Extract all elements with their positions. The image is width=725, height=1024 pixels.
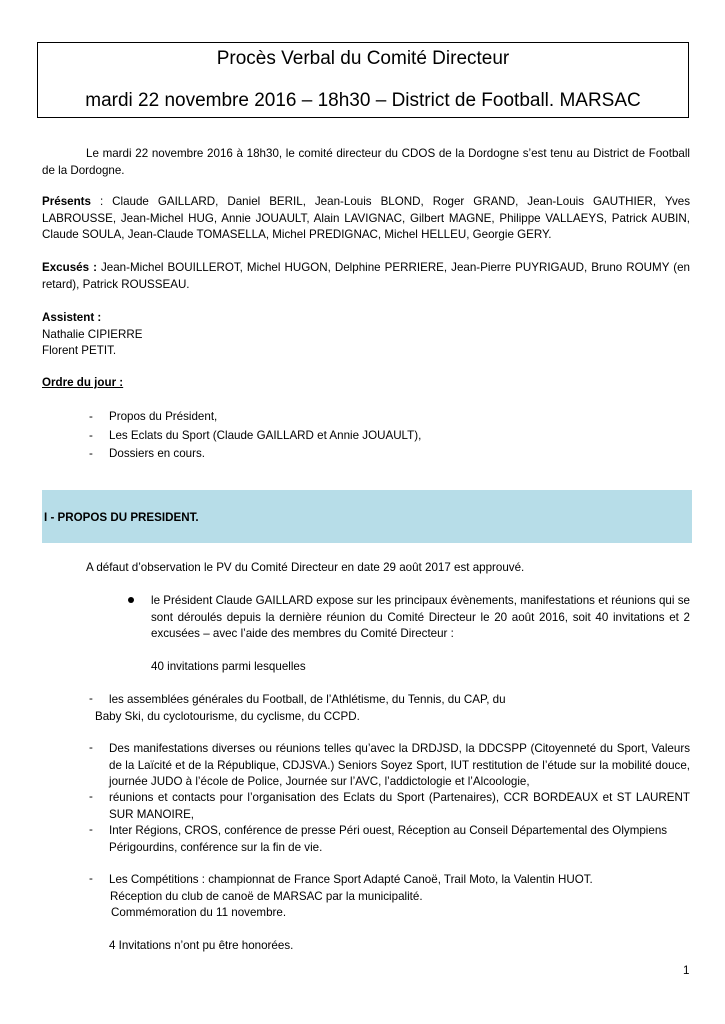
presents-label: Présents (42, 195, 91, 208)
manifestations-item: Des manifestations diverses ou réunions telles qu’avec la DRDJSD, la DDCSPP (Citoyenneté du Sport, Valeurs de la Laïcité et de la République, CDJSVA.) Seniors Soyez Sport, IUT restitution de l’étude sur la mobilité douce, journée JUDO à l’école de Police, Journée sur l’AVC, l’addictologie et l’Alcoologie, (109, 742, 690, 788)
agenda-item-text: Propos du Président, (109, 410, 218, 423)
competitions-line-2: Réception du club de canoë de MARSAC par la municipalité. (110, 890, 423, 903)
ag-line-1: les assemblées générales du Football, de l’Athlétisme, du Tennis, du CAP, du (109, 693, 506, 706)
competitions-line-1: Les Compétitions : championnat de France Sport Adapté Canoë, Trail Moto, la Valentin HUOT. (109, 873, 593, 886)
assistent-name-1: Nathalie CIPIERRE (42, 327, 143, 341)
page-number: 1 (683, 964, 690, 977)
agenda-item (89, 408, 421, 427)
assistent-name-2: Florent PETIT. (42, 344, 117, 357)
agenda-item (89, 445, 421, 464)
assistent-label: Assistent : (42, 311, 102, 324)
inter-regions-line-1: Inter Régions, CROS, conférence de presse Péri ouest, Réception au Conseil Départemental des Olympiens (109, 824, 668, 837)
dash-marker: - (89, 447, 93, 460)
dash-marker: - (89, 410, 93, 423)
ag-line-2: Baby Ski, du cyclotourisme, du cyclisme, du CCPD. (95, 710, 360, 723)
presents-text: : Claude GAILLARD, Daniel BERIL, Jean-Louis BLOND, Roger GRAND, Jean-Louis GAUTHIER, Yves LABROUSSE, Jean-Michel HUG, Annie JOUAULT, Alain LAVIGNAC, Gilbert MAGNE, Philippe VALLAEYS, Patrick AUBIN, Claude SOULA, Jean-Claude TOMASELLA, Michel PREDIGNAC, Michel HELLEU, Georgie GERY. (42, 195, 690, 241)
approval-paragraph: A défaut d’observation le PV du Comité Directeur en date 29 août 2017 est approuvé. (86, 561, 525, 574)
dash-marker: - (89, 872, 93, 885)
title-box (37, 42, 689, 118)
title-line-1: Procès Verbal du Comité Directeur (216, 48, 510, 69)
reunions-item: réunions et contacts pour l’organisation des Eclats du Sport (Partenaires), CCR BORDEAUX et ST LAURENT SUR MANOIRE, (109, 791, 690, 821)
section-title: I - PROPOS DU PRESIDENT. (44, 511, 199, 524)
non-honorees-line: 4 Invitations n’ont pu être honorées. (109, 939, 294, 952)
excuses-paragraph (42, 260, 690, 293)
agenda-item (89, 427, 421, 446)
dash-marker: - (89, 428, 93, 442)
dash-marker: - (89, 823, 93, 836)
agenda-item-text: Les Eclats du Sport (Claude GAILLARD et Annie JOUAULT), (109, 428, 422, 442)
invitations-line: 40 invitations parmi lesquelles (151, 660, 306, 673)
agenda-list (89, 408, 421, 464)
excuses-label: Excusés : (42, 261, 97, 274)
inter-regions-line-2: Périgourdins, conférence sur la fin de vie. (109, 841, 323, 854)
agenda-item-text: Dossiers en cours. (109, 447, 206, 460)
intro-paragraph: Le mardi 22 novembre 2016 à 18h30, le comité directeur du CDOS de la Dordogne s’est tenu au District de Football de la Dordogne. (42, 147, 690, 177)
excuses-text: Jean-Michel BOUILLEROT, Michel HUGON, Delphine PERRIERE, Jean-Pierre PUYRIGAUD, Bruno ROUMY (en retard), Patrick ROUSSEAU. (42, 261, 690, 291)
section-heading-band (42, 490, 692, 543)
assistent-block (42, 310, 690, 360)
competitions-line-3: Commémoration du 11 novembre. (111, 906, 287, 919)
president-bullet-text: le Président Claude GAILLARD expose sur les principaux évènements, manifestations et réunions qui se sont déroulés depuis la dernière réunion du Comité Directeur le 20 août 2016, soit 40 invitations et 2 excusées – avec l’aide des membres du Comité Directeur : (151, 594, 690, 640)
presents-paragraph (42, 194, 690, 244)
bullet-dot-icon (128, 597, 134, 603)
dash-marker: - (89, 692, 93, 705)
ordre-du-jour-label: Ordre du jour : (42, 376, 124, 389)
dash-marker: - (89, 790, 93, 803)
dash-marker: - (89, 741, 93, 754)
title-line-2: mardi 22 novembre 2016 – 18h30 – District de Football. MARSAC (85, 90, 641, 111)
